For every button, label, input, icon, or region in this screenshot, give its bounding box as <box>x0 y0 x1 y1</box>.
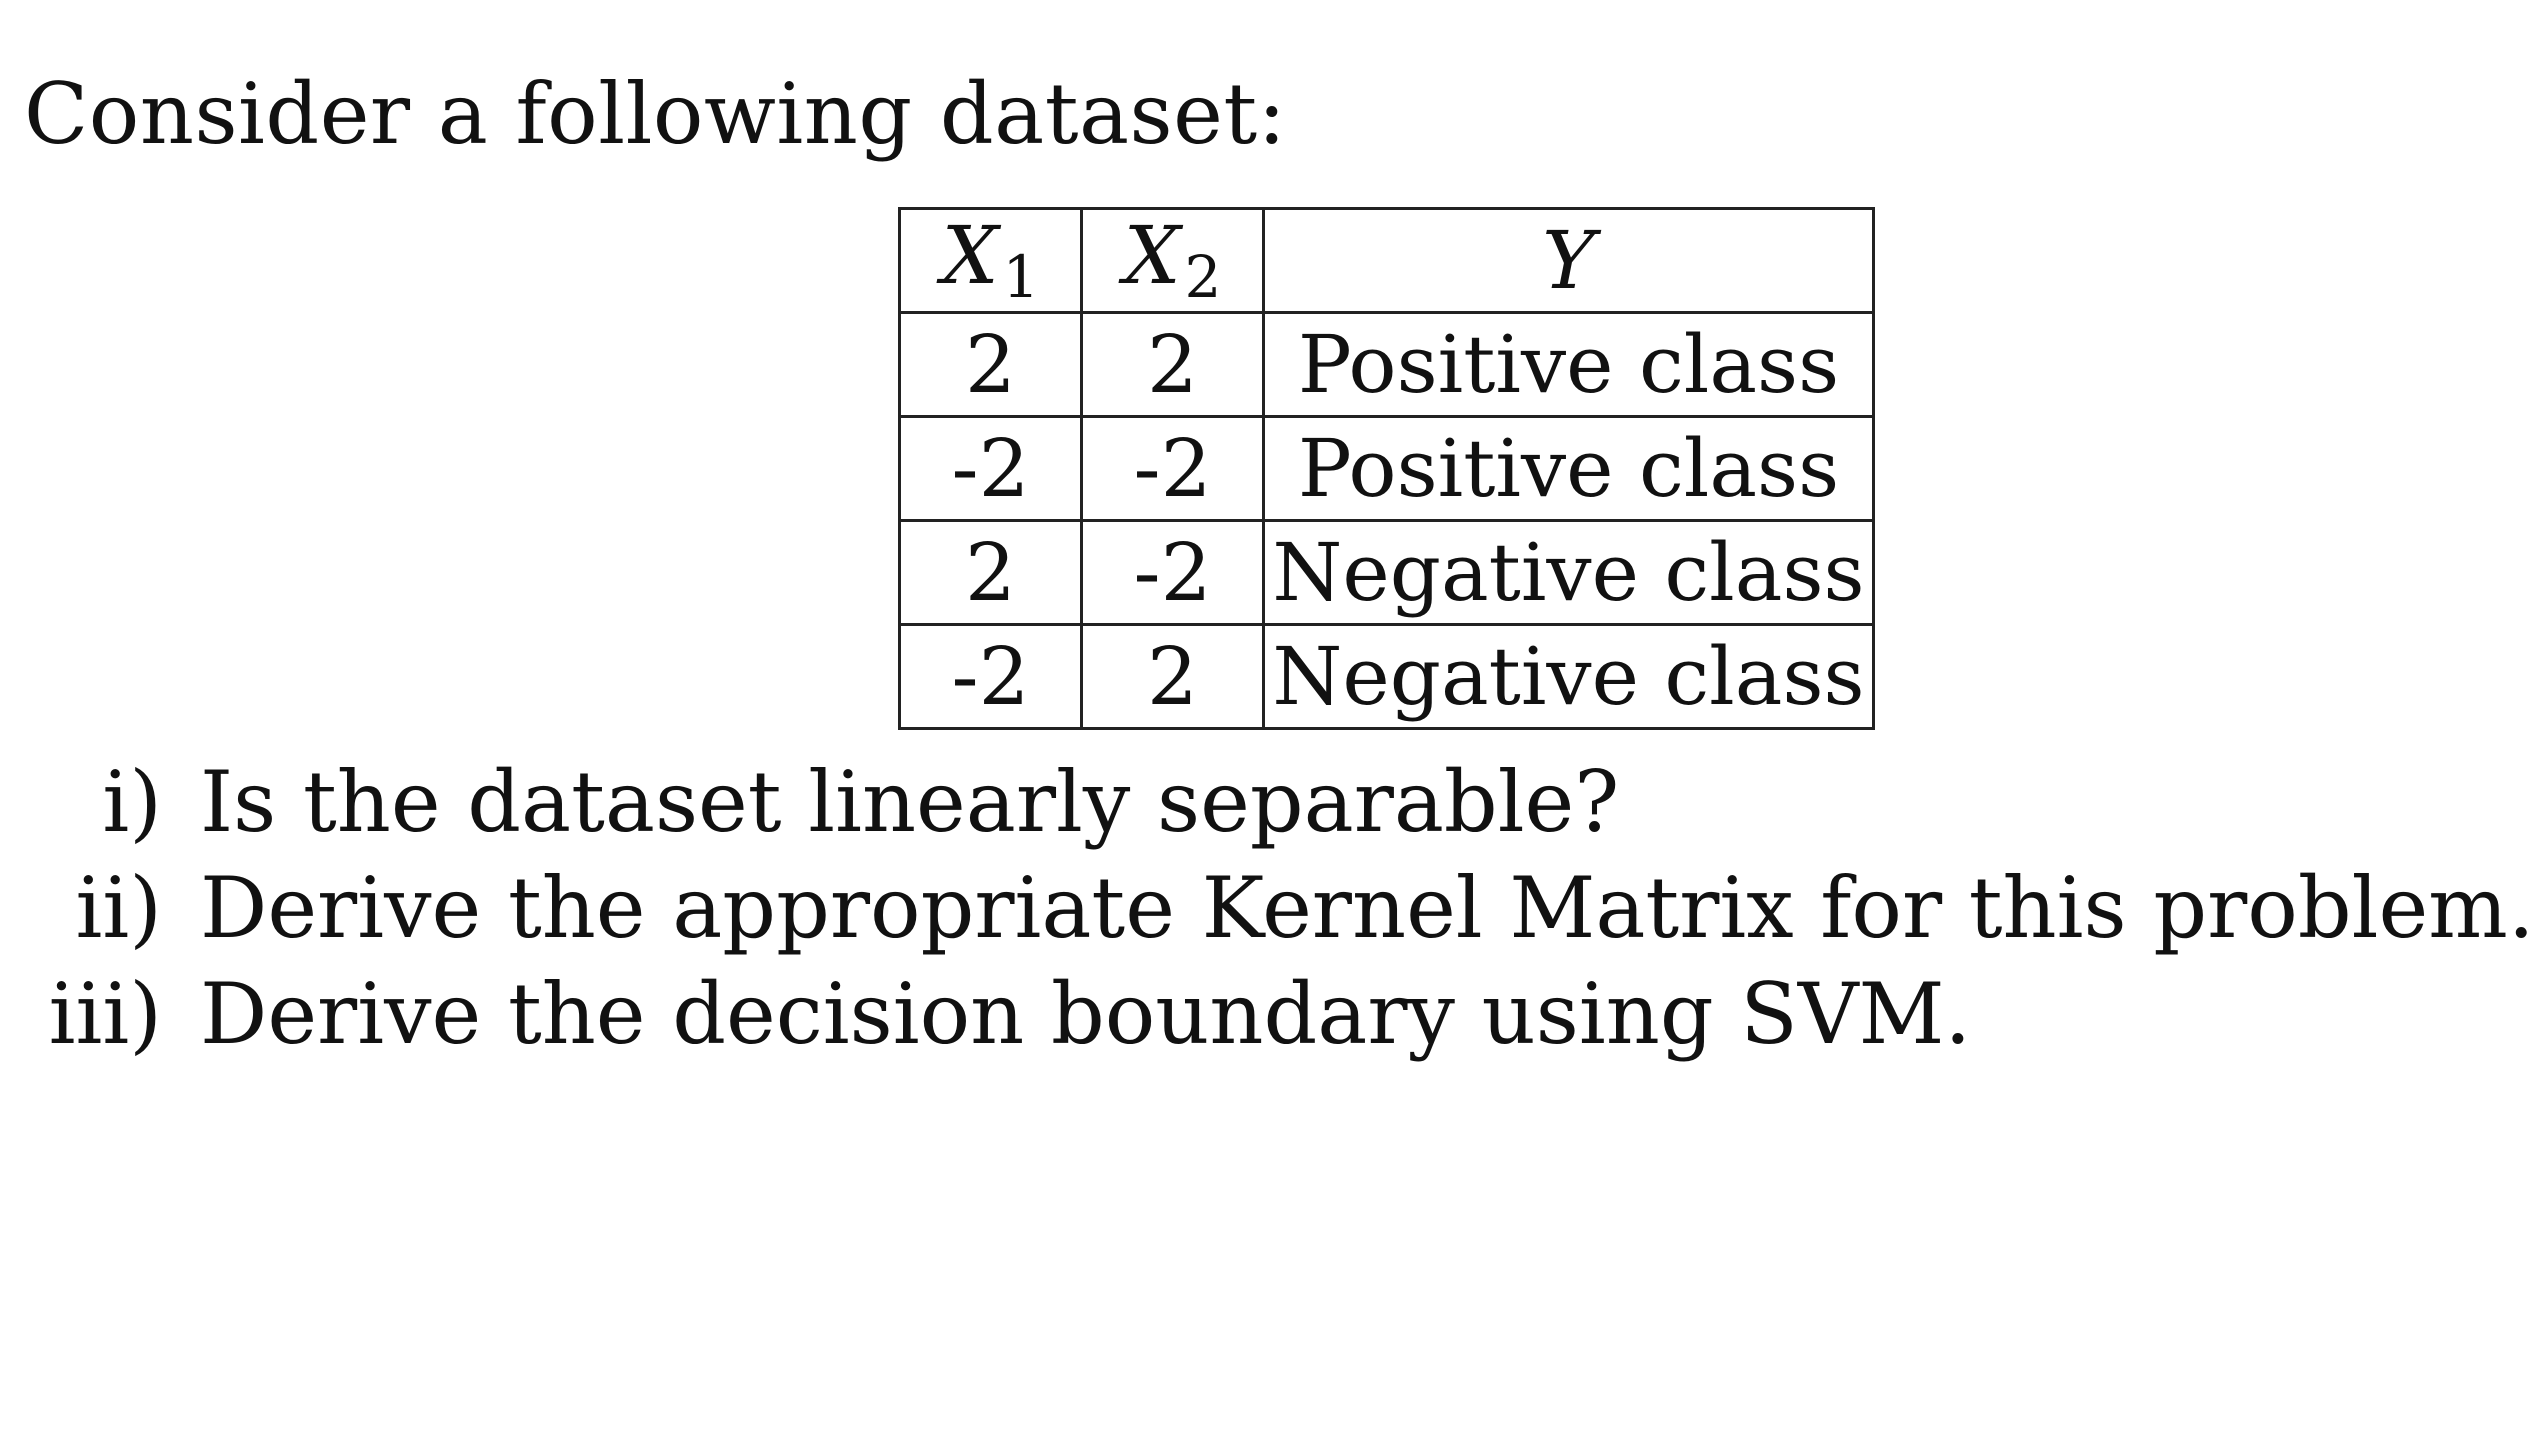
table-row <box>900 625 1874 729</box>
header-x2-subscript: 2 <box>1184 242 1222 311</box>
header-x2 <box>1082 209 1264 313</box>
question-item <box>0 965 2298 1078</box>
cell-x1: 2 <box>900 521 1082 625</box>
header-x2-symbol: X <box>1123 208 1181 302</box>
cell-x2: -2 <box>1082 521 1264 625</box>
dataset-table <box>898 207 1875 730</box>
table-row <box>900 521 1874 625</box>
table-header-row <box>900 209 1874 313</box>
cell-y: Negative class <box>1264 521 1874 625</box>
question-item <box>0 859 2535 972</box>
cell-x1: 2 <box>900 313 1082 417</box>
header-y-symbol: Y <box>1542 213 1595 307</box>
question-text: Derive the decision boundary using SVM. <box>200 965 1972 1063</box>
question-number: iii) <box>48 965 162 1063</box>
cell-x2: 2 <box>1082 625 1264 729</box>
cell-y: Negative class <box>1264 625 1874 729</box>
cell-y: Positive class <box>1264 417 1874 521</box>
table-row <box>900 313 1874 417</box>
header-x1-symbol: X <box>941 208 999 302</box>
cell-x2: -2 <box>1082 417 1264 521</box>
cell-x1: -2 <box>900 417 1082 521</box>
question-text: Is the dataset linearly separable? <box>200 753 1620 851</box>
question-number: i) <box>102 753 162 851</box>
cell-y: Positive class <box>1264 313 1874 417</box>
table-row <box>900 417 1874 521</box>
question-list <box>0 753 2535 1078</box>
header-y <box>1264 209 1874 313</box>
cell-x1: -2 <box>900 625 1082 729</box>
question-number: ii) <box>75 859 162 957</box>
cell-x2: 2 <box>1082 313 1264 417</box>
intro-text: Consider a following dataset: <box>24 65 1287 163</box>
header-x1-subscript: 1 <box>1002 242 1040 311</box>
header-x1 <box>900 209 1082 313</box>
question-text: Derive the appropriate Kernel Matrix for this problem. <box>200 859 2535 957</box>
question-item <box>0 753 2298 866</box>
